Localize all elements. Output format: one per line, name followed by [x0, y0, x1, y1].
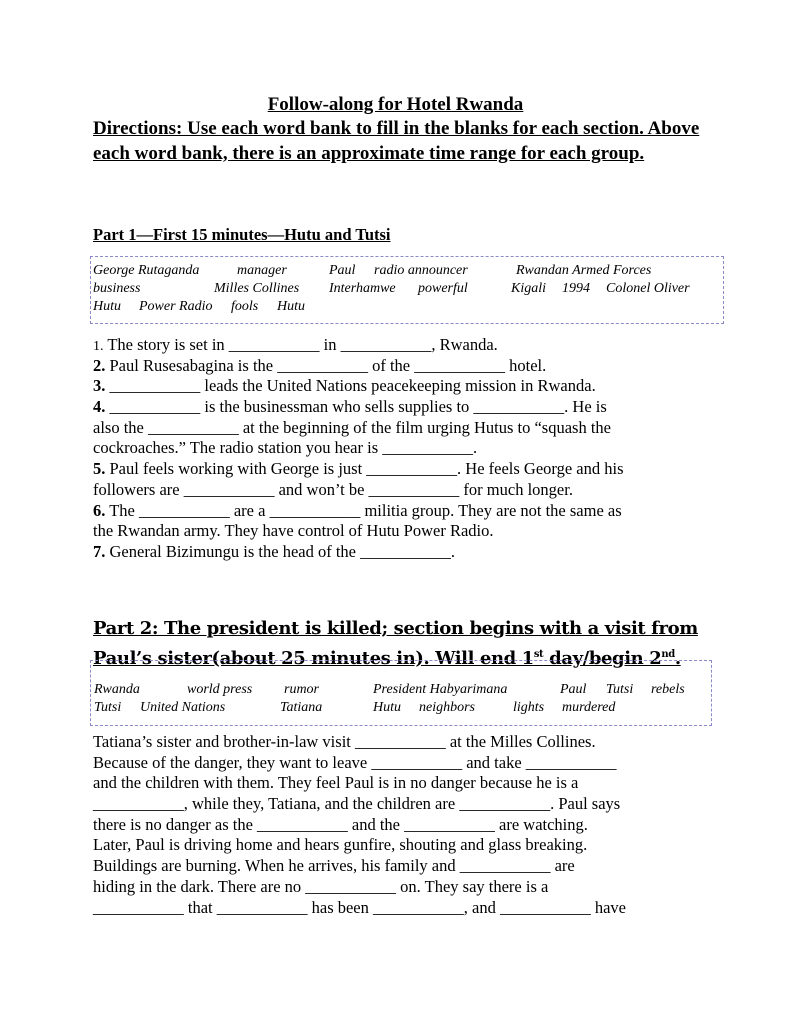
page-title: Follow-along for Hotel Rwanda [267, 94, 524, 115]
paragraph-line: ___________ that ___________ has been ___________, and ___________ have [93, 897, 626, 917]
question-number: 4. [93, 397, 106, 417]
question-line [93, 418, 693, 439]
paragraph-line: Buildings are burning. When he arrives, his family and ___________ are [93, 856, 575, 876]
word-bank-word: Tutsi [606, 682, 634, 697]
superscript: nd [661, 649, 675, 660]
question-line [93, 501, 693, 522]
question-line [93, 438, 693, 459]
part2-word-bank [90, 660, 712, 726]
question-line [93, 542, 693, 563]
question-text: the Rwandan army. They have control of Hutu Power Radio. [93, 521, 494, 541]
word-bank-word: fools [231, 299, 259, 314]
question-line [93, 335, 693, 356]
question-text: General Bizimungu is the head of the ___________. [109, 541, 456, 561]
question-text: ___________ leads the United Nations peacekeeping mission in Rwanda. [109, 376, 596, 396]
question-text: also the ___________ at the beginning of the film urging Hutus to “squash the [93, 417, 612, 437]
word-bank-word: Colonel Oliver [606, 281, 690, 296]
question-text: followers are ___________ and won’t be ___________ for much longer. [93, 479, 573, 499]
word-bank-word: Tutsi [94, 700, 122, 715]
part2-heading-text: . [674, 648, 681, 669]
word-bank-word: Rwanda [94, 682, 140, 697]
question-line [93, 521, 693, 542]
word-bank-word: Paul [329, 263, 356, 278]
part1-heading: Part 1—First 15 minutes—Hutu and Tutsi [93, 225, 391, 244]
question-number: 7. [93, 541, 106, 561]
word-bank-word: George Rutaganda [93, 263, 200, 278]
question-number: 2. [93, 355, 106, 375]
part1-word-bank [90, 256, 724, 324]
word-bank-word: Paul [560, 682, 587, 697]
word-bank-word: Power Radio [139, 299, 213, 314]
word-bank-word: business [93, 281, 141, 296]
paragraph-line: there is no danger as the ___________ and the ___________ are watching. [93, 814, 588, 834]
question-number: 3. [93, 376, 106, 396]
word-bank-word: Hutu [373, 700, 401, 715]
word-bank-word: Hutu [277, 299, 305, 314]
question-text: Paul Rusesabagina is the ___________ of the ___________ hotel. [109, 355, 547, 375]
paragraph-line: Later, Paul is driving home and hears gunfire, shouting and glass breaking. [93, 835, 588, 855]
word-bank-word: manager [237, 263, 287, 278]
paragraph-line: ___________, while they, Tatiana, and the children are ___________. Paul says [93, 794, 621, 814]
question-line [93, 480, 693, 501]
word-bank-word: Rwandan Armed Forces [516, 263, 652, 278]
word-bank-word: 1994 [562, 281, 590, 296]
paragraph-line: hiding in the dark. There are no ___________ on. They say there is a [93, 876, 549, 896]
word-bank-word: lights [513, 700, 545, 715]
word-bank-word: powerful [418, 281, 468, 296]
question-number: 5. [93, 459, 106, 479]
part1-questions [93, 335, 693, 563]
directions: Directions: Use each word bank to fill in the blanks for each section. Above each word bank, there is an approximate time range for each group. [93, 118, 700, 164]
question-line [93, 397, 693, 418]
word-bank-word: rebels [651, 682, 685, 697]
paragraph-line: and the children with them. They feel Paul is in no danger because he is a [93, 773, 579, 793]
part2-heading-text: day/begin 2 [543, 648, 662, 669]
question-number: 6. [93, 500, 106, 520]
word-bank-word: world press [187, 682, 253, 697]
paragraph-line: Tatiana’s sister and brother-in-law visit ___________ at the Milles Collines. [93, 732, 596, 751]
question-text: The story is set in ___________ in ___________, Rwanda. [107, 335, 498, 354]
superscript: st [533, 649, 544, 660]
question-line [93, 459, 693, 480]
word-bank-word: radio announcer [374, 263, 468, 278]
word-bank-word: rumor [284, 682, 320, 697]
word-bank-word: neighbors [419, 700, 475, 715]
word-bank-word: Kigali [511, 281, 547, 296]
word-bank-word: Milles Collines [214, 281, 300, 296]
word-bank-word: Hutu [93, 299, 121, 314]
paragraph-line: Because of the danger, they want to leave ___________ and take ___________ [93, 752, 617, 772]
question-text: The ___________ are a ___________ militia group. They are not the same as [109, 500, 622, 520]
word-bank-word: Interhamwe [329, 281, 396, 296]
word-bank-word: Tatiana [280, 700, 323, 715]
question-text: Paul feels working with George is just ___________. He feels George and his [109, 459, 624, 479]
part2-paragraph [93, 732, 693, 918]
word-bank-word: President Habyarimana [373, 682, 508, 697]
question-line [93, 376, 693, 397]
question-text: cockroaches.” The radio station you hear is ___________. [93, 438, 478, 458]
question-line [93, 356, 693, 377]
part2-heading-text: Part 2: The president is killed; section begins with a visit from Paul’s sister(about 25 minutes in). Will end 1 [93, 618, 698, 669]
question-number: 1. [93, 339, 104, 354]
word-bank-word: United Nations [140, 700, 226, 715]
word-bank-word: murdered [562, 700, 616, 715]
question-text: ___________ is the businessman who sells supplies to ___________. He is [109, 397, 607, 417]
